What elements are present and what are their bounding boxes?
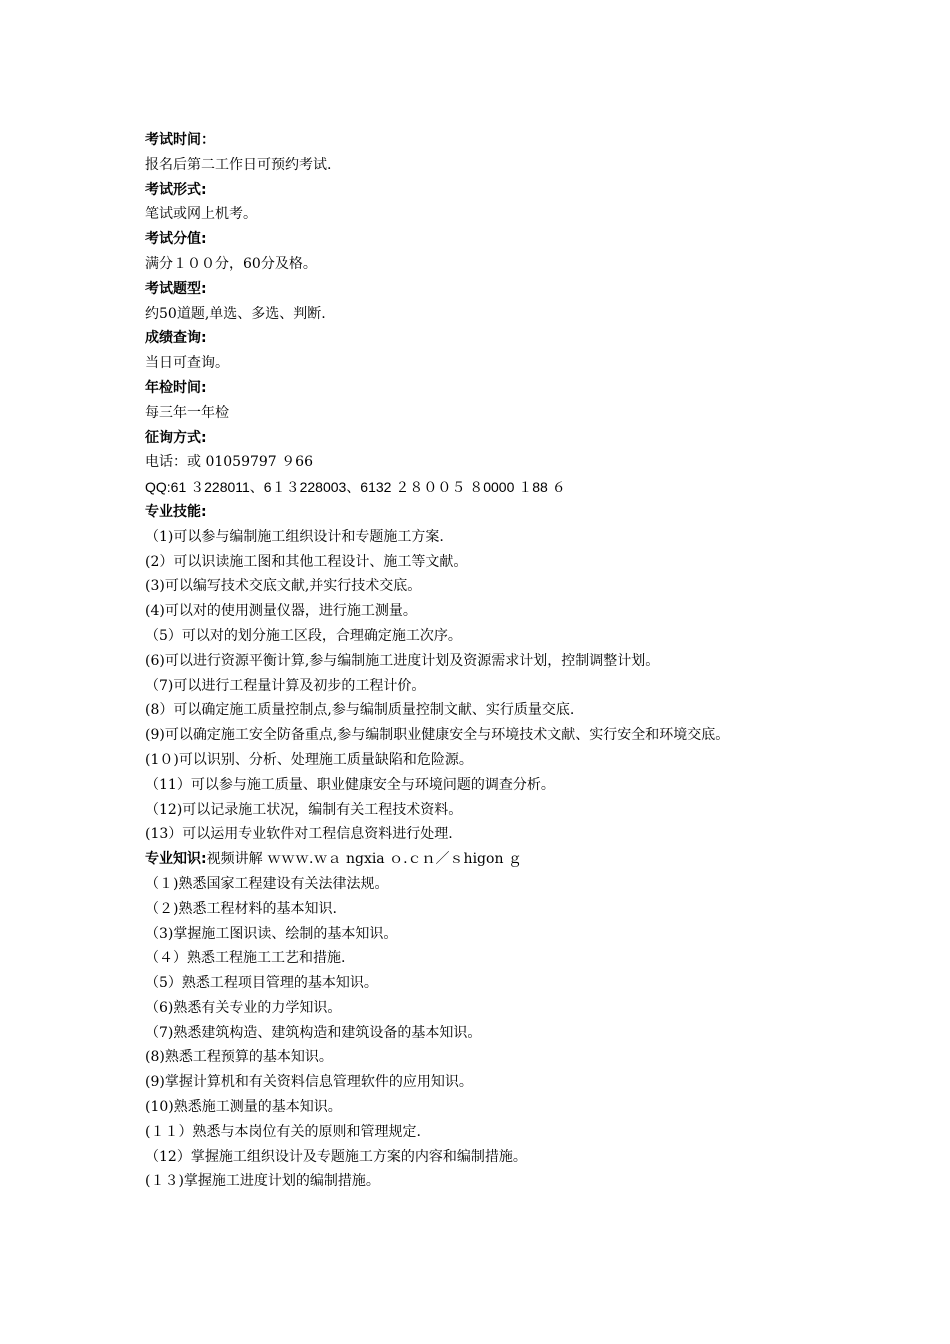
list-item: (１１）熟悉与本岗位有关的原则和管理规定.	[145, 1123, 421, 1140]
list-item: （１)熟悉国家工程建设有关法律法规。	[145, 875, 389, 892]
heading-exam-score: 考试分值:	[145, 231, 207, 248]
list-item: （6)熟悉有关专业的力学知识。	[145, 999, 342, 1016]
text-result-query: 当日可查询。	[145, 355, 229, 372]
text-exam-score: 满分１００分，60分及格。	[145, 255, 317, 272]
list-item: (1０)可以识别、分析、处理施工质量缺陷和危险源。	[145, 751, 473, 768]
list-item: (9)掌握计算机和有关资料信息管理软件的应用知识。	[145, 1074, 473, 1091]
text-exam-format: 笔试或网上机考。	[145, 206, 257, 223]
list-item: (8)熟悉工程预算的基本知识。	[145, 1049, 333, 1066]
list-item: (4)可以对的使用测量仪器，进行施工测量。	[145, 603, 417, 620]
list-item: (9)可以确定施工安全防备重点,参与编制职业健康安全与环境技术文献、实行安全和环境交底。	[145, 727, 730, 744]
list-item: （7)可以进行工程量计算及初步的工程计价。	[145, 677, 426, 694]
text-video-link: 视频讲解 ｗｗｗ.ｗａ ngxia ｏ.ｃｎ／ｓhigon ｇ	[206, 851, 522, 868]
text-question-type: 约50道题,单选、多选、判断.	[145, 305, 326, 322]
list-item: （11）可以参与施工质量、职业健康安全与环境问题的调查分析。	[145, 776, 555, 793]
text-contact-phone: 电话：或 01059797 ９66	[145, 454, 313, 471]
document-page	[145, 128, 825, 1194]
text-annual-check: 每三年一年检	[145, 404, 229, 421]
text-exam-time: 报名后第二工作日可预约考试.	[145, 156, 332, 173]
heading-result-query: 成绩查询:	[145, 330, 207, 347]
list-item: (１３)掌握施工进度计划的编制措施。	[145, 1173, 380, 1190]
list-item: （12）掌握施工组织设计及专题施工方案的内容和编制措施。	[145, 1148, 527, 1165]
list-item: (8）可以确定施工质量控制点,参与编制质量控制文献、实行质量交底.	[145, 702, 575, 719]
list-item: （5）熟悉工程项目管理的基本知识。	[145, 975, 378, 992]
heading-question-type: 考试题型:	[145, 280, 207, 297]
list-item: （3)掌握施工图识读、绘制的基本知识。	[145, 925, 398, 942]
list-item: (2）可以识读施工图和其他工程设计、施工等文献。	[145, 553, 468, 570]
knowledge-heading-line	[145, 847, 825, 872]
list-item: （12)可以记录施工状况，编制有关工程技术资料。	[145, 801, 463, 818]
heading-contact: 征询方式:	[145, 429, 207, 446]
list-item: (10)熟悉施工测量的基本知识。	[145, 1099, 342, 1116]
heading-skills: 专业技能:	[145, 503, 207, 520]
text-contact-qq: QQ:61 ３228011、6１３228003、6132 ２８００５ ８0000 １88 ６	[145, 479, 566, 496]
heading-knowledge: 专业知识:	[145, 851, 207, 868]
heading-exam-time: 考试时间：	[145, 132, 215, 148]
heading-annual-check: 年检时间:	[145, 379, 207, 396]
list-item: (6)可以进行资源平衡计算,参与编制施工进度计划及资源需求计划，控制调整计划。	[145, 652, 660, 669]
list-item: （２)熟悉工程材料的基本知识.	[145, 900, 337, 917]
list-item: (13）可以运用专业软件对工程信息资料进行处理.	[145, 826, 453, 843]
list-item: （7)熟悉建筑构造、建筑构造和建筑设备的基本知识。	[145, 1024, 482, 1041]
heading-exam-format: 考试形式:	[145, 181, 207, 198]
list-item: （5）可以对的划分施工区段，合理确定施工次序。	[145, 627, 462, 644]
list-item: （1)可以参与编制施工组织设计和专题施工方案.	[145, 528, 444, 545]
list-item: （４）熟悉工程施工工艺和措施.	[145, 950, 346, 967]
list-item: (3)可以编写技术交底文献,并实行技术交底。	[145, 578, 422, 595]
